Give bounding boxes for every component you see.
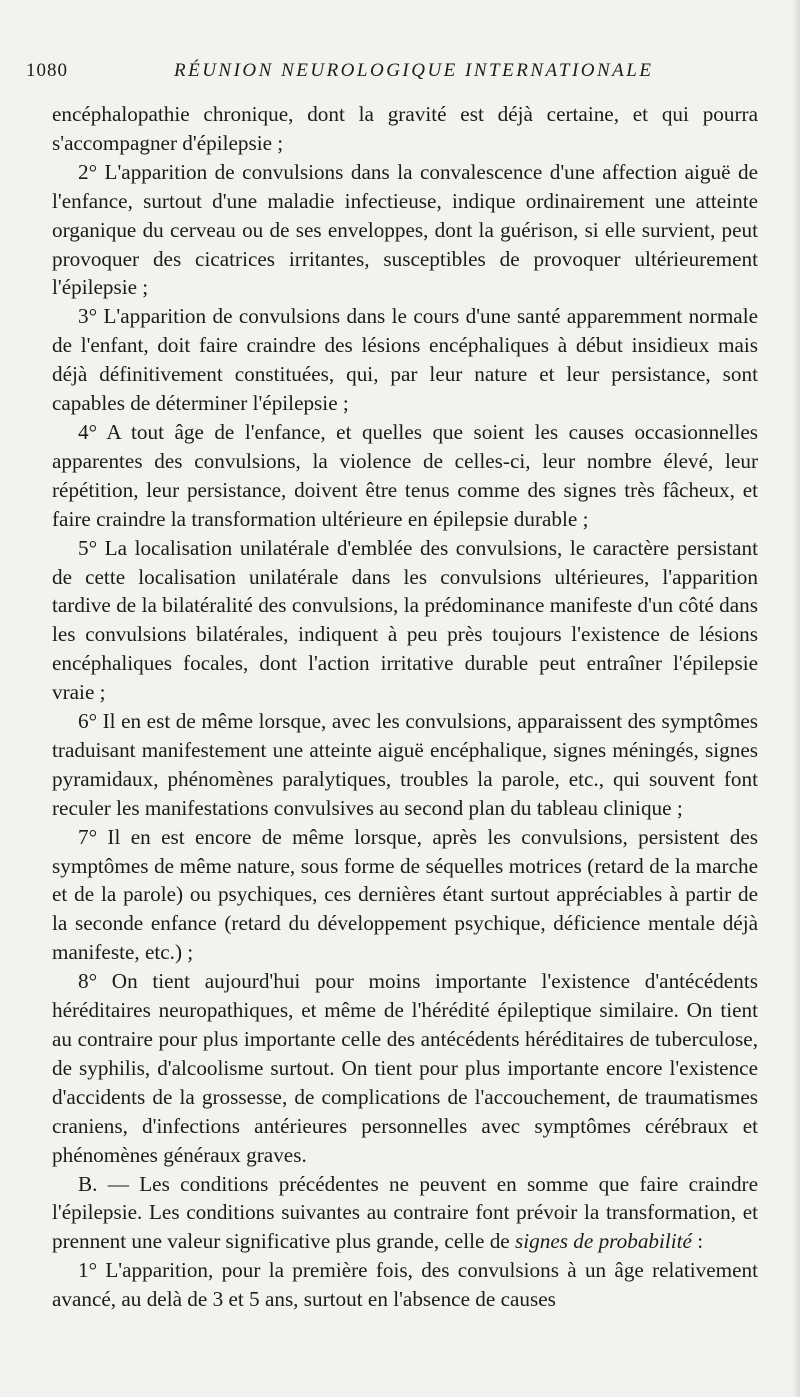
page-number: 1080 — [26, 60, 68, 81]
journal-title: RÉUNION NEUROLOGIQUE INTERNATIONALE — [174, 60, 654, 81]
paragraph-continuation: encéphalopathie chronique, dont la gravité est déjà certaine, et qui pourra s'accompagner d'épilepsie ; — [52, 102, 758, 155]
body-text — [52, 100, 758, 1314]
running-head — [26, 60, 758, 86]
section-b-emphasis: signes de probabilité — [515, 1229, 692, 1254]
paragraph-item-8: 8° On tient aujourd'hui pour moins importante l'existence d'antécédents héréditaires neuropathiques, et même de l'hérédité épileptique similaire. On tient au contraire pour plus importante celle des antécédents héréditaires de tuberculose, de syphilis, d'alcoolisme surtout. On tient pour plus importante encore l'existence d'accidents de la grossesse, de complications de l'accouchement, de traumatismes craniens, d'infections antérieures personnelles avec symptômes cérébraux et phénomènes généraux graves. — [52, 969, 758, 1167]
paragraph-b-item-1: 1° L'apparition, pour la première fois, des convulsions à un âge relativement avancé, au delà de 3 et 5 ans, surtout en l'absence de causes — [52, 1258, 758, 1312]
section-b-text: B. — Les conditions précédentes ne peuvent en somme que faire craindre l'épilepsie. Les conditions suivantes au contraire font prévoir la transformation, et prennent une valeur significative plus grande, celle de — [52, 1171, 758, 1254]
paragraph-item-2: 2° L'apparition de convulsions dans la convalescence d'une affection aiguë de l'enfance, surtout d'une maladie infectieuse, indique ordinairement une atteinte organique du cerveau ou de ses enveloppes, dont la guérison, si elle survient, peut provoquer des cicatrices irritantes, susceptibles de provoquer ultérieurement l'épilepsie ; — [52, 159, 758, 300]
page-edge-shadow — [792, 0, 800, 1397]
paragraph-item-3: 3° L'apparition de convulsions dans le cours d'une santé apparemment normale de l'enfant, doit faire craindre des lésions encéphaliques à début insidieux mais déjà définitivement constituées, qui, par leur nature et leur persistance, sont capables de déterminer l'épilepsie ; — [52, 304, 758, 416]
section-b-text-end: : — [691, 1229, 704, 1254]
paragraph-item-6: 6° Il en est de même lorsque, avec les convulsions, apparaissent des symptômes traduisant manifestement une atteinte aiguë encéphalique, signes méningés, signes pyramidaux, phénomènes paralytiques, troubles la parole, etc., qui souvent font reculer les manifestations convulsives au second plan du tableau clinique ; — [52, 709, 758, 820]
paragraph-section-b — [52, 1170, 758, 1257]
paragraph-item-4: 4° A tout âge de l'enfance, et quelles que soient les causes occasionnelles apparentes des convulsions, la violence de celles-ci, leur nombre élevé, leur répétition, leur persistance, doivent être tenus comme des signes très fâcheux, et faire craindre la transformation ultérieure en épilepsie durable ; — [52, 419, 758, 531]
paragraph-item-7: 7° Il en est encore de même lorsque, après les convulsions, persistent des symptômes de même nature, sous forme de séquelles motrices (retard de la marche et de la parole) ou psychiques, ces dernières étant surtout appréciables à partir de la seconde enfance (retard du développement psychique, déficience mentale déjà manifeste, etc.) ; — [52, 824, 758, 965]
paragraph-item-5: 5° La localisation unilatérale d'emblée des convulsions, le caractère persistant de cette localisation unilatérale dans les convulsions ultérieures, l'apparition tardive de la bilatéralité des convulsions, la prédominance manifeste d'un côté dans les convulsions bilatérales, indiquent à peu près toujours l'existence de lésions encéphaliques focales, dont l'action irritative durable peut entraîner l'épilepsie vraie ; — [52, 535, 758, 705]
